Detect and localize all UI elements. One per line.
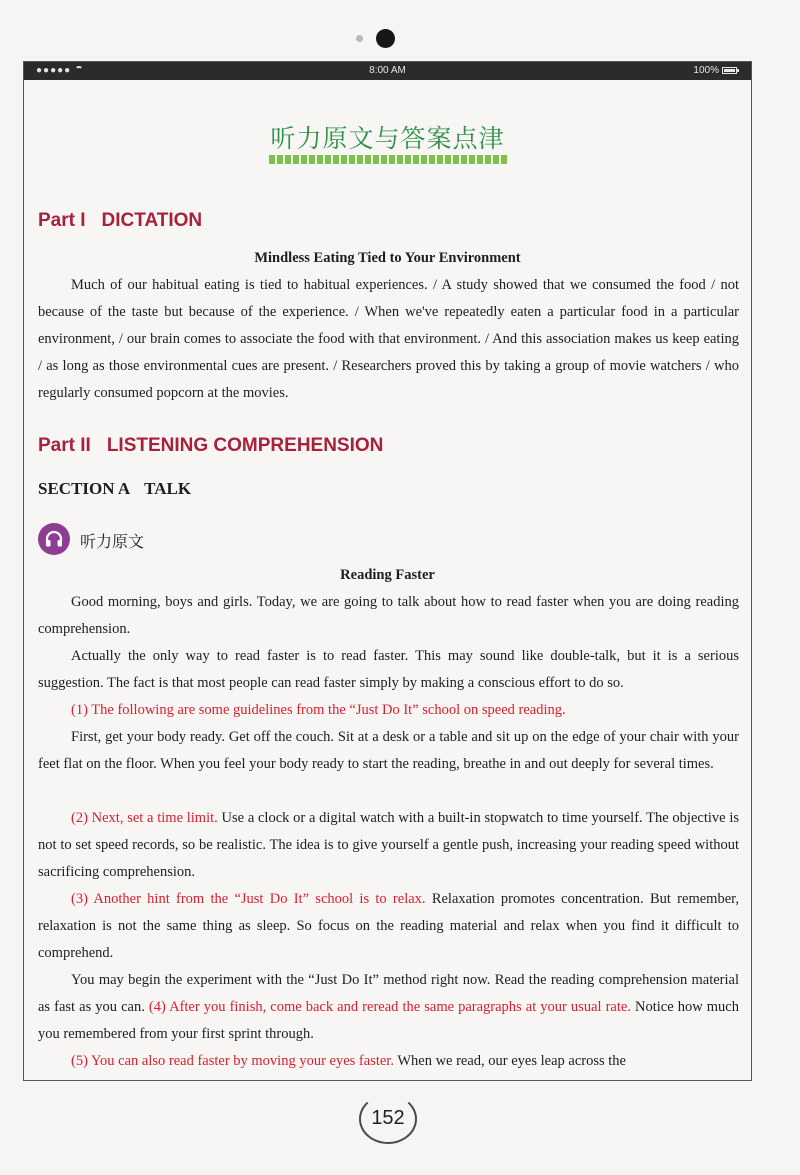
part1-number: Part I — [38, 210, 86, 231]
audio-label: 听力原文 — [80, 532, 145, 551]
section-label: SECTION A — [38, 479, 131, 498]
section-a-heading — [38, 479, 191, 499]
dictation-paragraph: Much of our habitual eating is tied to habitual experiences. / A study showed that we consumed the food / not because of the taste but because of the experience. / When we've repeatedly eaten a particular food in a particular environment, / our brain comes to associate the food with that environment. / And this association makes us keep eating / as long as those environmental cues are present. / Researchers proved this by taking a group of movie watchers / who regularly consumed popcorn at the movies. — [38, 277, 739, 401]
talk-paragraph-8-rest: When we read, our eyes leap across the — [393, 1053, 626, 1069]
part2-heading — [38, 435, 383, 457]
part2-title: LISTENING COMPREHENSION — [106, 435, 384, 456]
headphones-icon[interactable] — [38, 523, 70, 555]
talk-article-title: Reading Faster — [340, 567, 435, 583]
talk-paragraph-7-start: You may begin the experiment with the “Just Do It” method right now. Read the reading comprehension material as fast as you can. — [38, 972, 739, 1015]
chapter-banner-title: 听力原文与答案点津 — [270, 124, 505, 153]
battery-icon — [722, 67, 737, 74]
front-camera — [376, 29, 395, 48]
talk-paragraph-6-rest: Relaxation promotes concentration. But remember, relaxation is not the same thing as sleep. So focus on the reading material and relax when you find it difficult to comprehend. — [38, 891, 740, 961]
battery-percent: 100% — [693, 65, 719, 76]
battery-indicator — [693, 62, 737, 80]
part1-title: DICTATION — [101, 210, 203, 231]
answer-1: (1) The following are some guidelines from the “Just Do It” school on speed reading. — [71, 702, 566, 718]
talk-paragraph-6 — [38, 886, 739, 967]
banner-decoration — [269, 155, 507, 164]
answer-3: (3) Another hint from the “Just Do It” school is to relax. — [71, 891, 426, 907]
talk-paragraph-5 — [38, 805, 739, 886]
part2-number: Part II — [38, 435, 91, 456]
talk-paragraph-8 — [38, 1048, 739, 1075]
section-title: TALK — [144, 479, 192, 498]
answer-2: (2) Next, set a time limit. — [71, 810, 218, 826]
tablet-screen — [23, 61, 752, 1081]
part1-heading — [38, 210, 202, 232]
page-number: 152 — [371, 1107, 405, 1129]
talk-paragraph-2: Actually the only way to read faster is to read faster. This may sound like double-talk, but it is a serious suggestion. The fact is that most people can read faster simply by making a conscious effort to do so. — [38, 648, 739, 691]
signal-dots: ●●●●● — [36, 65, 72, 76]
page-number-badge — [359, 1094, 417, 1144]
status-time: 8:00 AM — [369, 65, 406, 76]
status-bar — [24, 62, 751, 80]
front-sensor — [356, 35, 363, 42]
talk-paragraph-7-rest: Notice how much you remembered from your first sprint through. — [38, 999, 739, 1042]
talk-paragraph-1: Good morning, boys and girls. Today, we are going to talk about how to read faster when you are doing reading comprehension. — [38, 594, 739, 637]
dictation-article-title: Mindless Eating Tied to Your Environment — [254, 250, 521, 266]
answer-5: (5) You can also read faster by moving your eyes faster. — [71, 1053, 394, 1069]
talk-paragraph-5-rest: Use a clock or a digital watch with a built-in stopwatch to time yourself. The objective is not to set speed records, so be realistic. The idea is to give yourself a gentle push, increasing your reading speed without sacrificing comprehension. — [38, 810, 739, 880]
talk-paragraph-7 — [38, 967, 739, 1048]
talk-paragraph-4: First, get your body ready. Get off the couch. Sit at a desk or a table and sit up on the edge of your chair with your feet flat on the floor. When you feel your body ready to start the reading, breathe in and out deeply for several times. — [38, 729, 739, 772]
answer-4: (4) After you finish, come back and reread the same paragraphs at your usual rate. — [148, 999, 631, 1015]
